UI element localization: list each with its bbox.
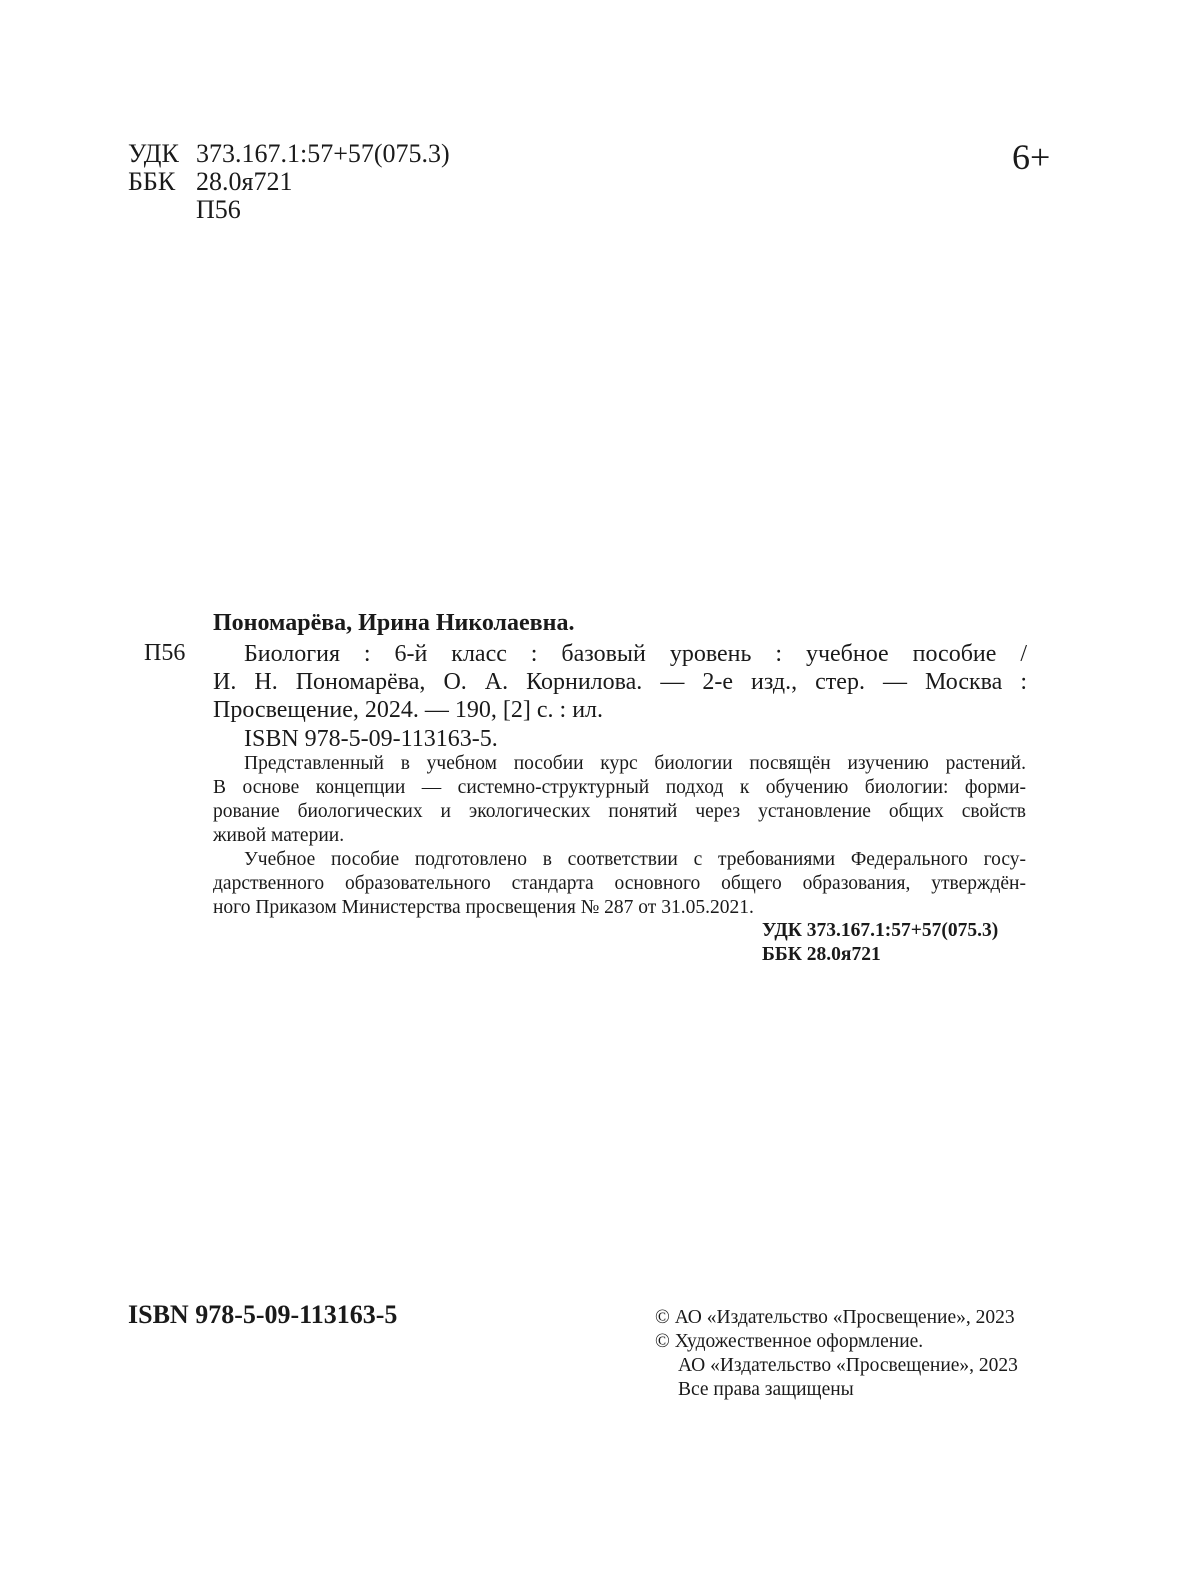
annotation-line-2: В основе концепции — системно-структурный подход к обучению биологии: форми- — [213, 777, 1026, 798]
age-rating: 6+ — [1012, 137, 1051, 177]
udk-value: 373.167.1:57+57(075.3) — [196, 139, 450, 168]
annotation-line-7: ного Приказом Министерства просвещения № 287 от 31.05.2021. — [213, 897, 754, 918]
entry-line-3: Просвещение, 2024. — 190, [2] с. : ил. — [213, 697, 604, 723]
copyright-line-4: Все права защищены — [678, 1379, 854, 1400]
isbn-footer: ISBN 978-5-09-113163-5 — [128, 1300, 398, 1329]
copyright-line-1: © АО «Издательство «Просвещение», 2023 — [655, 1307, 1015, 1328]
author-heading: Пономарёва, Ирина Николаевна. — [213, 610, 575, 636]
udk-label: УДК — [128, 139, 179, 168]
annotation-line-3: рование биологических и экологических понятий через установление общих свойств — [213, 801, 1026, 822]
author-sign-top: П56 — [196, 195, 241, 224]
author-sign: П56 — [144, 640, 186, 666]
annotation-line-1: Представленный в учебном пособии курс биологии посвящён изучению растений. — [244, 753, 1026, 774]
entry-line-2: И. Н. Пономарёва, О. А. Корнилова. — 2-е изд., стер. — Москва : — [213, 669, 1027, 695]
udk-code-bottom: УДК 373.167.1:57+57(075.3) — [762, 920, 999, 941]
annotation-line-6: дарственного образовательного стандарта основного общего образования, утверждён- — [213, 873, 1026, 894]
bbk-label: ББК — [128, 167, 176, 196]
entry-isbn: ISBN 978-5-09-113163-5. — [244, 726, 498, 752]
bbk-value: 28.0я721 — [196, 167, 293, 196]
entry-line-1: Биология : 6-й класс : базовый уровень : учебное пособие / — [244, 641, 1027, 667]
copyright-line-3: АО «Издательство «Просвещение», 2023 — [678, 1355, 1018, 1376]
copyright-line-2: © Художественное оформление. — [655, 1331, 924, 1352]
annotation-line-5: Учебное пособие подготовлено в соответствии с требованиями Федерального госу- — [244, 849, 1026, 870]
annotation-line-4: живой материи. — [213, 825, 345, 846]
bbk-code-bottom: ББК 28.0я721 — [762, 944, 881, 965]
